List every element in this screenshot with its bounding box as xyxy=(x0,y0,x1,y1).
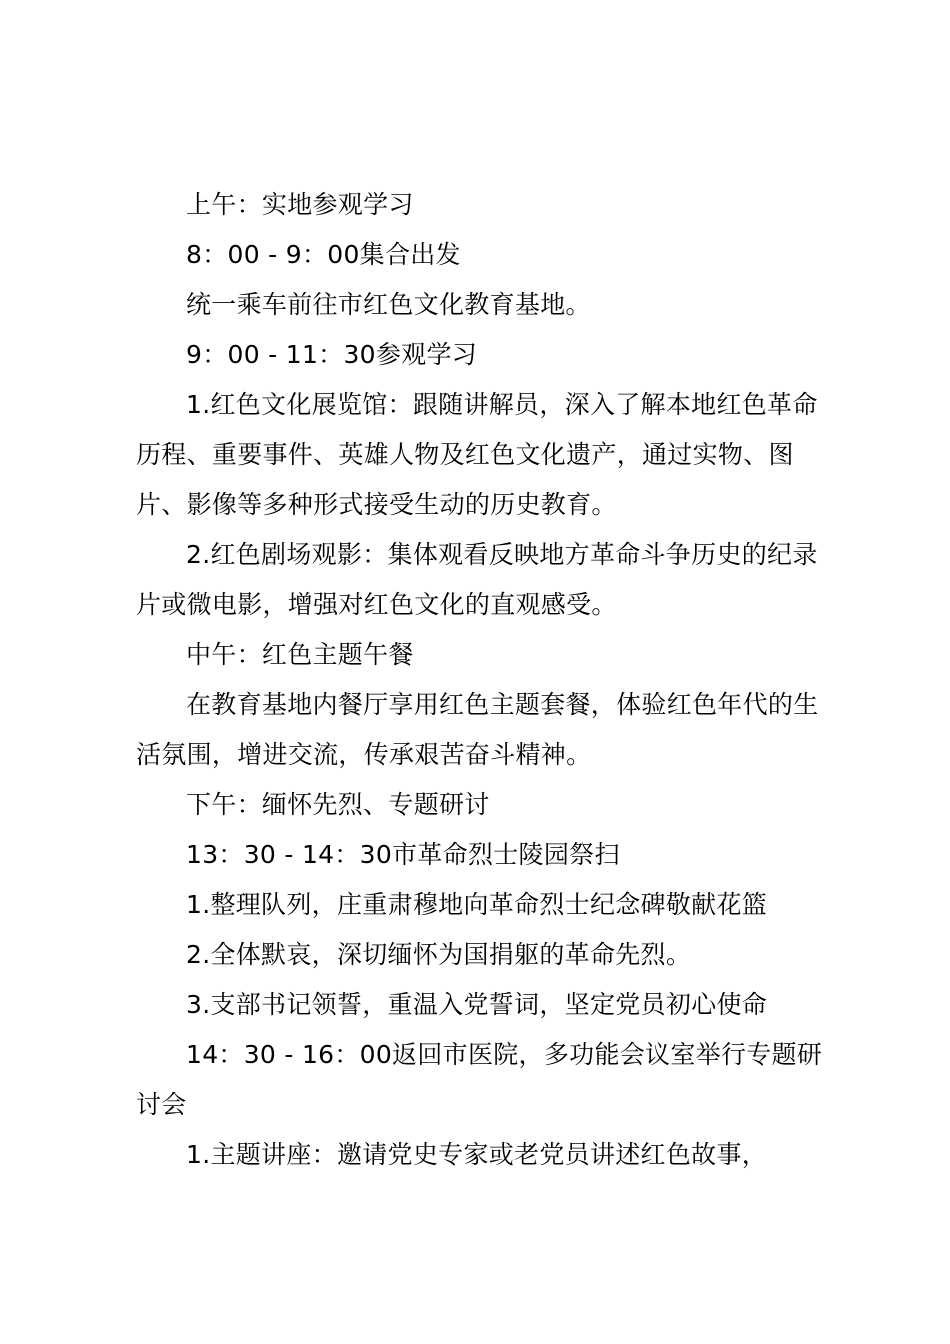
schedule-item-visit: 9：00 - 11：30参观学习 xyxy=(186,340,478,369)
section-heading-afternoon: 下午：缅怀先烈、专题研讨 xyxy=(186,790,490,819)
list-item-silence: 2.全体默哀，深切缅怀为国捐躯的革命先烈。 xyxy=(186,940,692,969)
list-item-exhibition: 1.红色文化展览馆：跟随讲解员，深入了解本地红色革命历程、重要事件、英雄人物及红色文化遗产，通过实物、图片、影像等多种形式接受生动的历史教育。 xyxy=(136,390,818,519)
paragraph-travel: 统一乘车前往市红色文化教育基地。 xyxy=(186,290,591,319)
section-heading-noon: 中午：红色主题午餐 xyxy=(186,640,414,669)
schedule-item-cemetery: 13：30 - 14：30市革命烈士陵园祭扫 xyxy=(186,840,620,869)
document-body xyxy=(136,180,836,1180)
list-item-wreath: 1.整理队列，庄重肃穆地向革命烈士纪念碑敬献花篮 xyxy=(186,890,768,919)
schedule-item-seminar: 14：30 - 16：00返回市医院，多功能会议室举行专题研讨会 xyxy=(136,1040,823,1119)
list-item-oath: 3.支部书记领誓，重温入党誓词，坚定党员初心使命 xyxy=(186,990,768,1019)
list-item-film: 2.红色剧场观影：集体观看反映地方革命斗争历史的纪录片或微电影，增强对红色文化的直观感受。 xyxy=(136,540,818,619)
list-item-lecture: 1.主题讲座：邀请党史专家或老党员讲述红色故事， xyxy=(186,1140,768,1169)
section-heading-morning: 上午：实地参观学习 xyxy=(186,190,414,219)
paragraph-lunch: 在教育基地内餐厅享用红色主题套餐，体验红色年代的生活氛围，增进交流，传承艰苦奋斗精神。 xyxy=(136,690,819,769)
schedule-item-gathering: 8：00 - 9：00集合出发 xyxy=(186,240,461,269)
